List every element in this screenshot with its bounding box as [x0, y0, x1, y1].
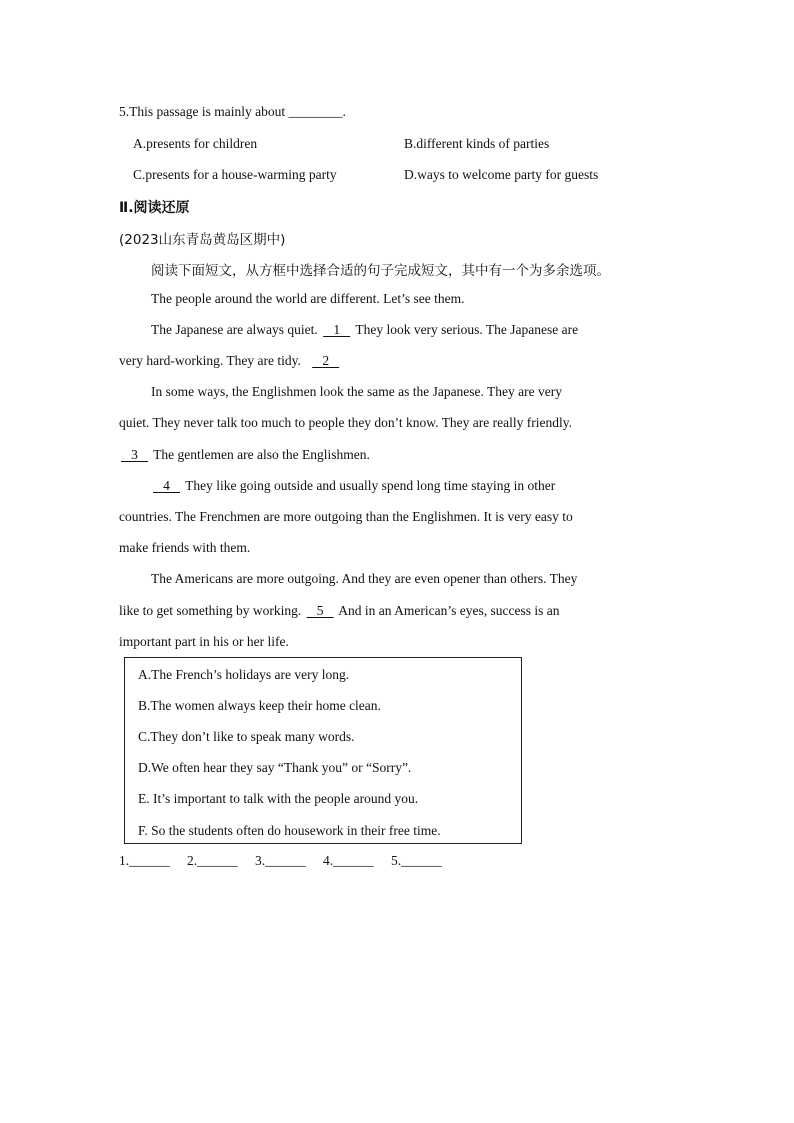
box-option-c: C.They don’t like to speak many words. [138, 729, 355, 744]
passage-line: quiet. They never talk too much to people they don’t know. They are really friendly. [119, 415, 572, 430]
passage-line: make friends with them. [119, 540, 251, 555]
option-a: A.presents for children [133, 136, 258, 151]
passage-line: In some ways, the Englishmen look the same as the Japanese. They are very [151, 384, 563, 399]
box-option-e: E. It’s important to talk with the people around you. [138, 791, 419, 806]
option-b: B.different kinds of parties [404, 136, 550, 151]
answer-blank-4[interactable]: 4.______ [323, 853, 374, 868]
option-c: C.presents for a house-warming party [133, 167, 337, 182]
blank-5 [305, 603, 336, 619]
blank-number: 3 [131, 447, 138, 462]
passage-text: They like going outside and usually spend long time staying in other [185, 478, 556, 493]
passage-line [119, 603, 673, 619]
passage-line [151, 322, 673, 338]
answer-line [119, 853, 456, 869]
passage-text: like to get something by working. [119, 603, 302, 618]
blank-number: 4 [163, 478, 170, 493]
box-option-b: B.The women always keep their home clean. [138, 698, 381, 713]
blank-number: 2 [322, 353, 330, 368]
blank-1 [321, 322, 352, 338]
passage-line: The people around the world are different. Let’s see them. [151, 291, 465, 306]
passage-text: And in an American’s eyes, success is an [338, 603, 560, 618]
question-5-stem: 5.This passage is mainly about ________. [119, 104, 346, 119]
passage-line [119, 447, 370, 463]
answer-blank-5[interactable]: 5.______ [391, 853, 442, 868]
section-title: Ⅱ.阅读还原 [119, 200, 190, 216]
options-box [124, 657, 522, 844]
passage-text: The Japanese are always quiet. [151, 322, 318, 337]
passage-line [151, 478, 673, 494]
blank-4 [151, 478, 182, 494]
section-instruction: 阅读下面短文，从方框中选择合适的句子完成短文，其中有一个为多余选项。 [151, 263, 610, 279]
blank-number: 5 [316, 603, 324, 618]
blank-2 [310, 353, 341, 369]
passage-line: important part in his or her life. [119, 634, 289, 649]
passage-text: They look very serious. The Japanese are [355, 322, 579, 337]
section-source: (2023山东青岛黄岛区期中) [119, 232, 286, 248]
passage-line: The Americans are more outgoing. And they are even opener than others. They [151, 571, 578, 586]
box-option-a: A.The French’s holidays are very long. [138, 667, 350, 682]
answer-blank-2[interactable]: 2.______ [187, 853, 238, 868]
answer-blank-1[interactable]: 1.______ [119, 853, 170, 868]
blank-number: 1 [333, 322, 341, 337]
passage-line [119, 353, 341, 369]
box-option-f: F. So the students often do housework in their free time. [138, 823, 441, 838]
box-option-d: D.We often hear they say “Thank you” or “Sorry”. [138, 760, 412, 775]
passage-text: The gentlemen are also the Englishmen. [153, 447, 370, 462]
answer-blank-3[interactable]: 3.______ [255, 853, 306, 868]
blank-3 [119, 447, 150, 463]
option-d: D.ways to welcome party for guests [404, 167, 599, 182]
passage-text: very hard-working. They are tidy. [119, 353, 301, 368]
passage-line: countries. The Frenchmen are more outgoing than the Englishmen. It is very easy to [119, 509, 573, 524]
